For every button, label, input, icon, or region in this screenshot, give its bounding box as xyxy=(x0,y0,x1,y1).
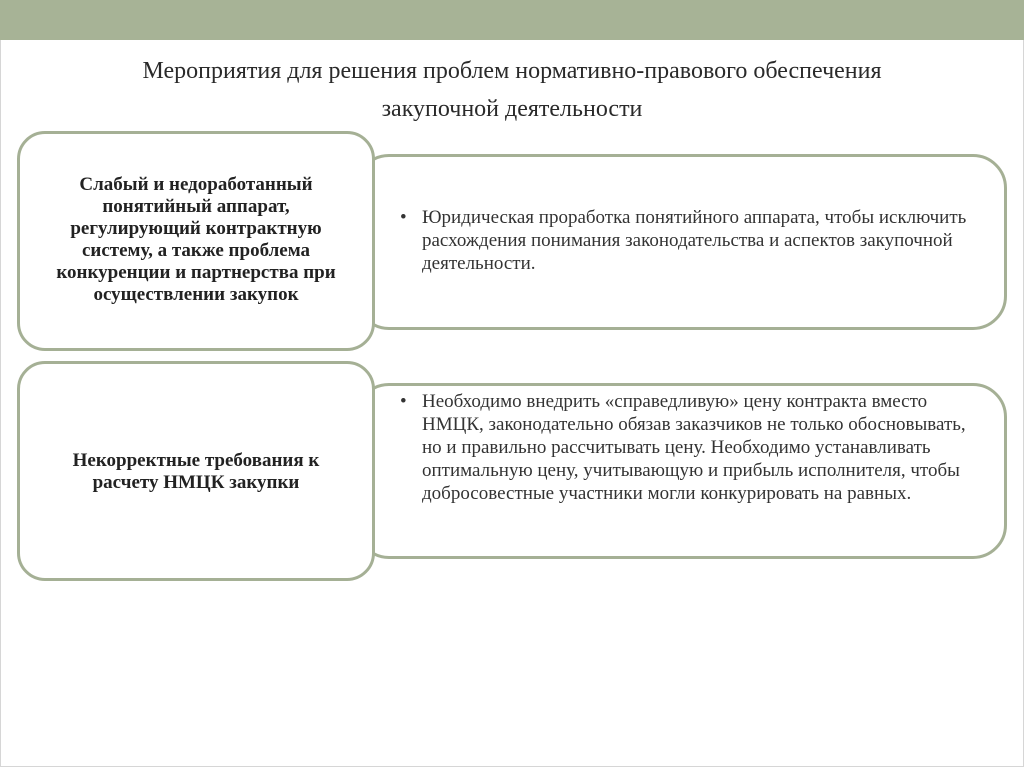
issue-text-2: Некорректные требования к расчету НМЦК закупки xyxy=(72,450,320,493)
slide-title-line-1: Мероприятия для решения проблем нормативно-правового обеспечения xyxy=(142,58,882,84)
issue-text-1: Слабый и недоработанный понятийный аппарат, регулирующий контрактную систему, а также проблема конкуренции и партнерства при осуществлении закупок xyxy=(56,174,336,305)
measure-item-2: • Необходимо внедрить «справедливую» цену контракта вместо НМЦК, законодательно обязав заказчиков не только обосновывать, но и правильно рассчитывать цену. Необходимо устанавливать оптимальную цену, учитывающую и прибыль исполнителя, чтобы добросовестные участники могли конкурировать на равных. xyxy=(398,390,978,505)
measure-list-1 xyxy=(398,206,978,275)
slide-title xyxy=(40,52,984,128)
measure-list-2 xyxy=(398,390,978,505)
top-accent-bar xyxy=(0,0,1024,40)
slide-title-line-2: закупочной деятельности xyxy=(381,96,643,122)
measure-item-1: • Юридическая проработка понятийного аппарата, чтобы исключить расхождения понимания законодательства и аспектов закупочной деятельности. xyxy=(398,206,978,275)
